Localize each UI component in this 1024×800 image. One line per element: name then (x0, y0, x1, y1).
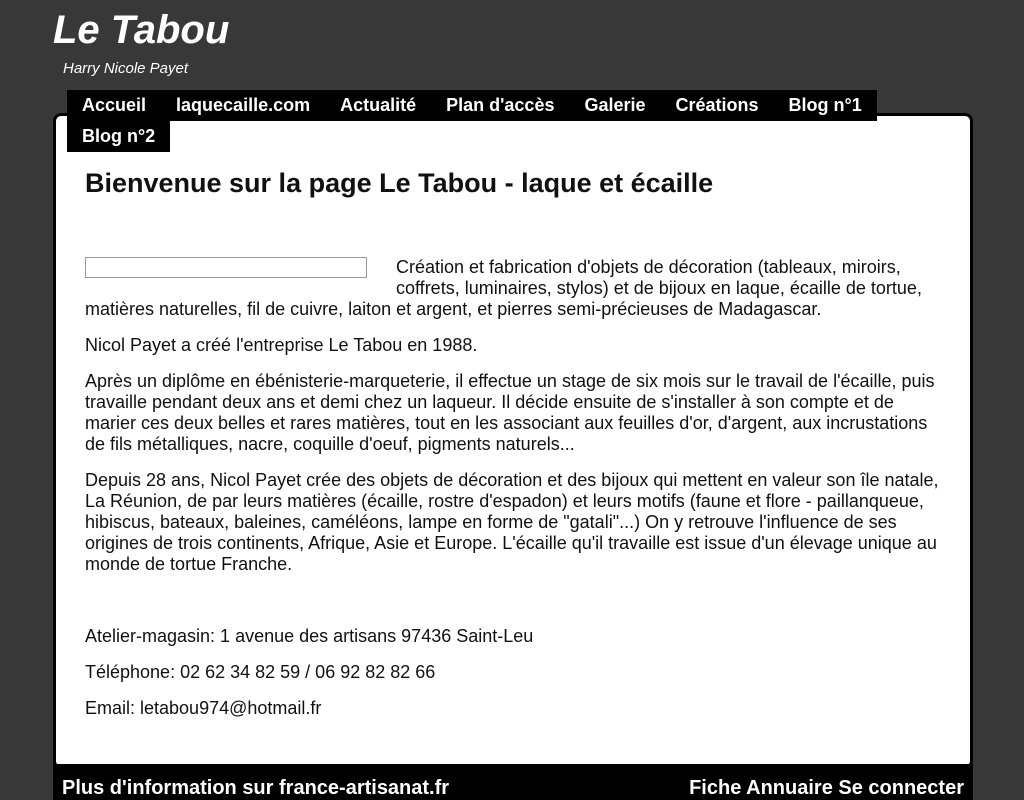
france-artisanat-link[interactable]: france-artisanat.fr (279, 777, 450, 799)
nav-item-galerie[interactable]: Galerie (569, 90, 660, 121)
nav-item-accueil[interactable]: Accueil (67, 90, 161, 121)
contact-address: Atelier-magasin: 1 avenue des artisans 97436 Saint-Leu (85, 626, 534, 646)
nav-item-actualite[interactable]: Actualité (325, 90, 431, 121)
fiche-annuaire-link[interactable]: Fiche Annuaire (689, 777, 833, 799)
footer-info-label: Plus d'information sur (62, 777, 274, 799)
nav-item-blog-2[interactable]: Blog n°2 (67, 121, 170, 152)
site-subtitle: Harry Nicole Payet (63, 60, 189, 77)
broken-image (85, 257, 367, 278)
nav-item-creations[interactable]: Créations (661, 90, 774, 121)
site-title: Le Tabou (53, 8, 230, 52)
footer-bar (53, 764, 973, 800)
main-navigation (67, 90, 907, 152)
career-paragraph: Après un diplôme en ébénisterie-marqueterie, il effectue un stage de six mois sur le travail de l'écaille, puis travaille pendant deux ans et demi chez un laqueur. Il décide ensuite de s'installer à son compte et de marier ces deux belles et rares matières, tout en les associant aux feuilles d'or, d'argent, aux incrustations de fils métalliques, nacre, coquille d'oeuf, pigments naturels... (85, 371, 935, 454)
intro-paragraph: Création et fabrication d'objets de décoration (tableaux, miroirs, coffrets, luminaires, stylos) et de bijoux en laque, écaille de tortue, matières naturelles, fil de cuivre, laiton et argent, et pierres semi-précieuses de Madagascar. (85, 257, 922, 319)
story-paragraph: Depuis 28 ans, Nicol Payet crée des objets de décoration et des bijoux qui mettent en valeur son île natale, La Réunion, de par leurs matières (écaille, rostre d'espadon) et leurs motifs (faune et flore - paillanqueue, hibiscus, bateaux, baleines, caméléons, lampe en forme de "gatali"...) On y retrouve l'influence de ses origines de trois continents, Afrique, Asie et Europe. L'écaille qu'il travaille est issue d'un élevage unique au monde de tortue Franche. (85, 470, 939, 574)
footer-info (62, 777, 449, 800)
login-link[interactable]: Se connecter (838, 777, 964, 799)
contact-block (85, 626, 945, 719)
nav-item-blog-1[interactable]: Blog n°1 (774, 90, 877, 121)
nav-item-laquecaille[interactable]: laquecaille.com (161, 90, 325, 121)
nav-item-plan-acces[interactable]: Plan d'accès (431, 90, 569, 121)
founded-paragraph: Nicol Payet a créé l'entreprise Le Tabou en 1988. (85, 335, 478, 355)
main-content (85, 165, 945, 734)
intro-section (85, 253, 945, 320)
contact-email: Email: letabou974@hotmail.fr (85, 698, 322, 718)
page-title: Bienvenue sur la page Le Tabou - laque et écaille (85, 168, 714, 198)
footer-actions (689, 777, 964, 800)
contact-phone: Téléphone: 02 62 34 82 59 / 06 92 82 82 66 (85, 662, 436, 682)
